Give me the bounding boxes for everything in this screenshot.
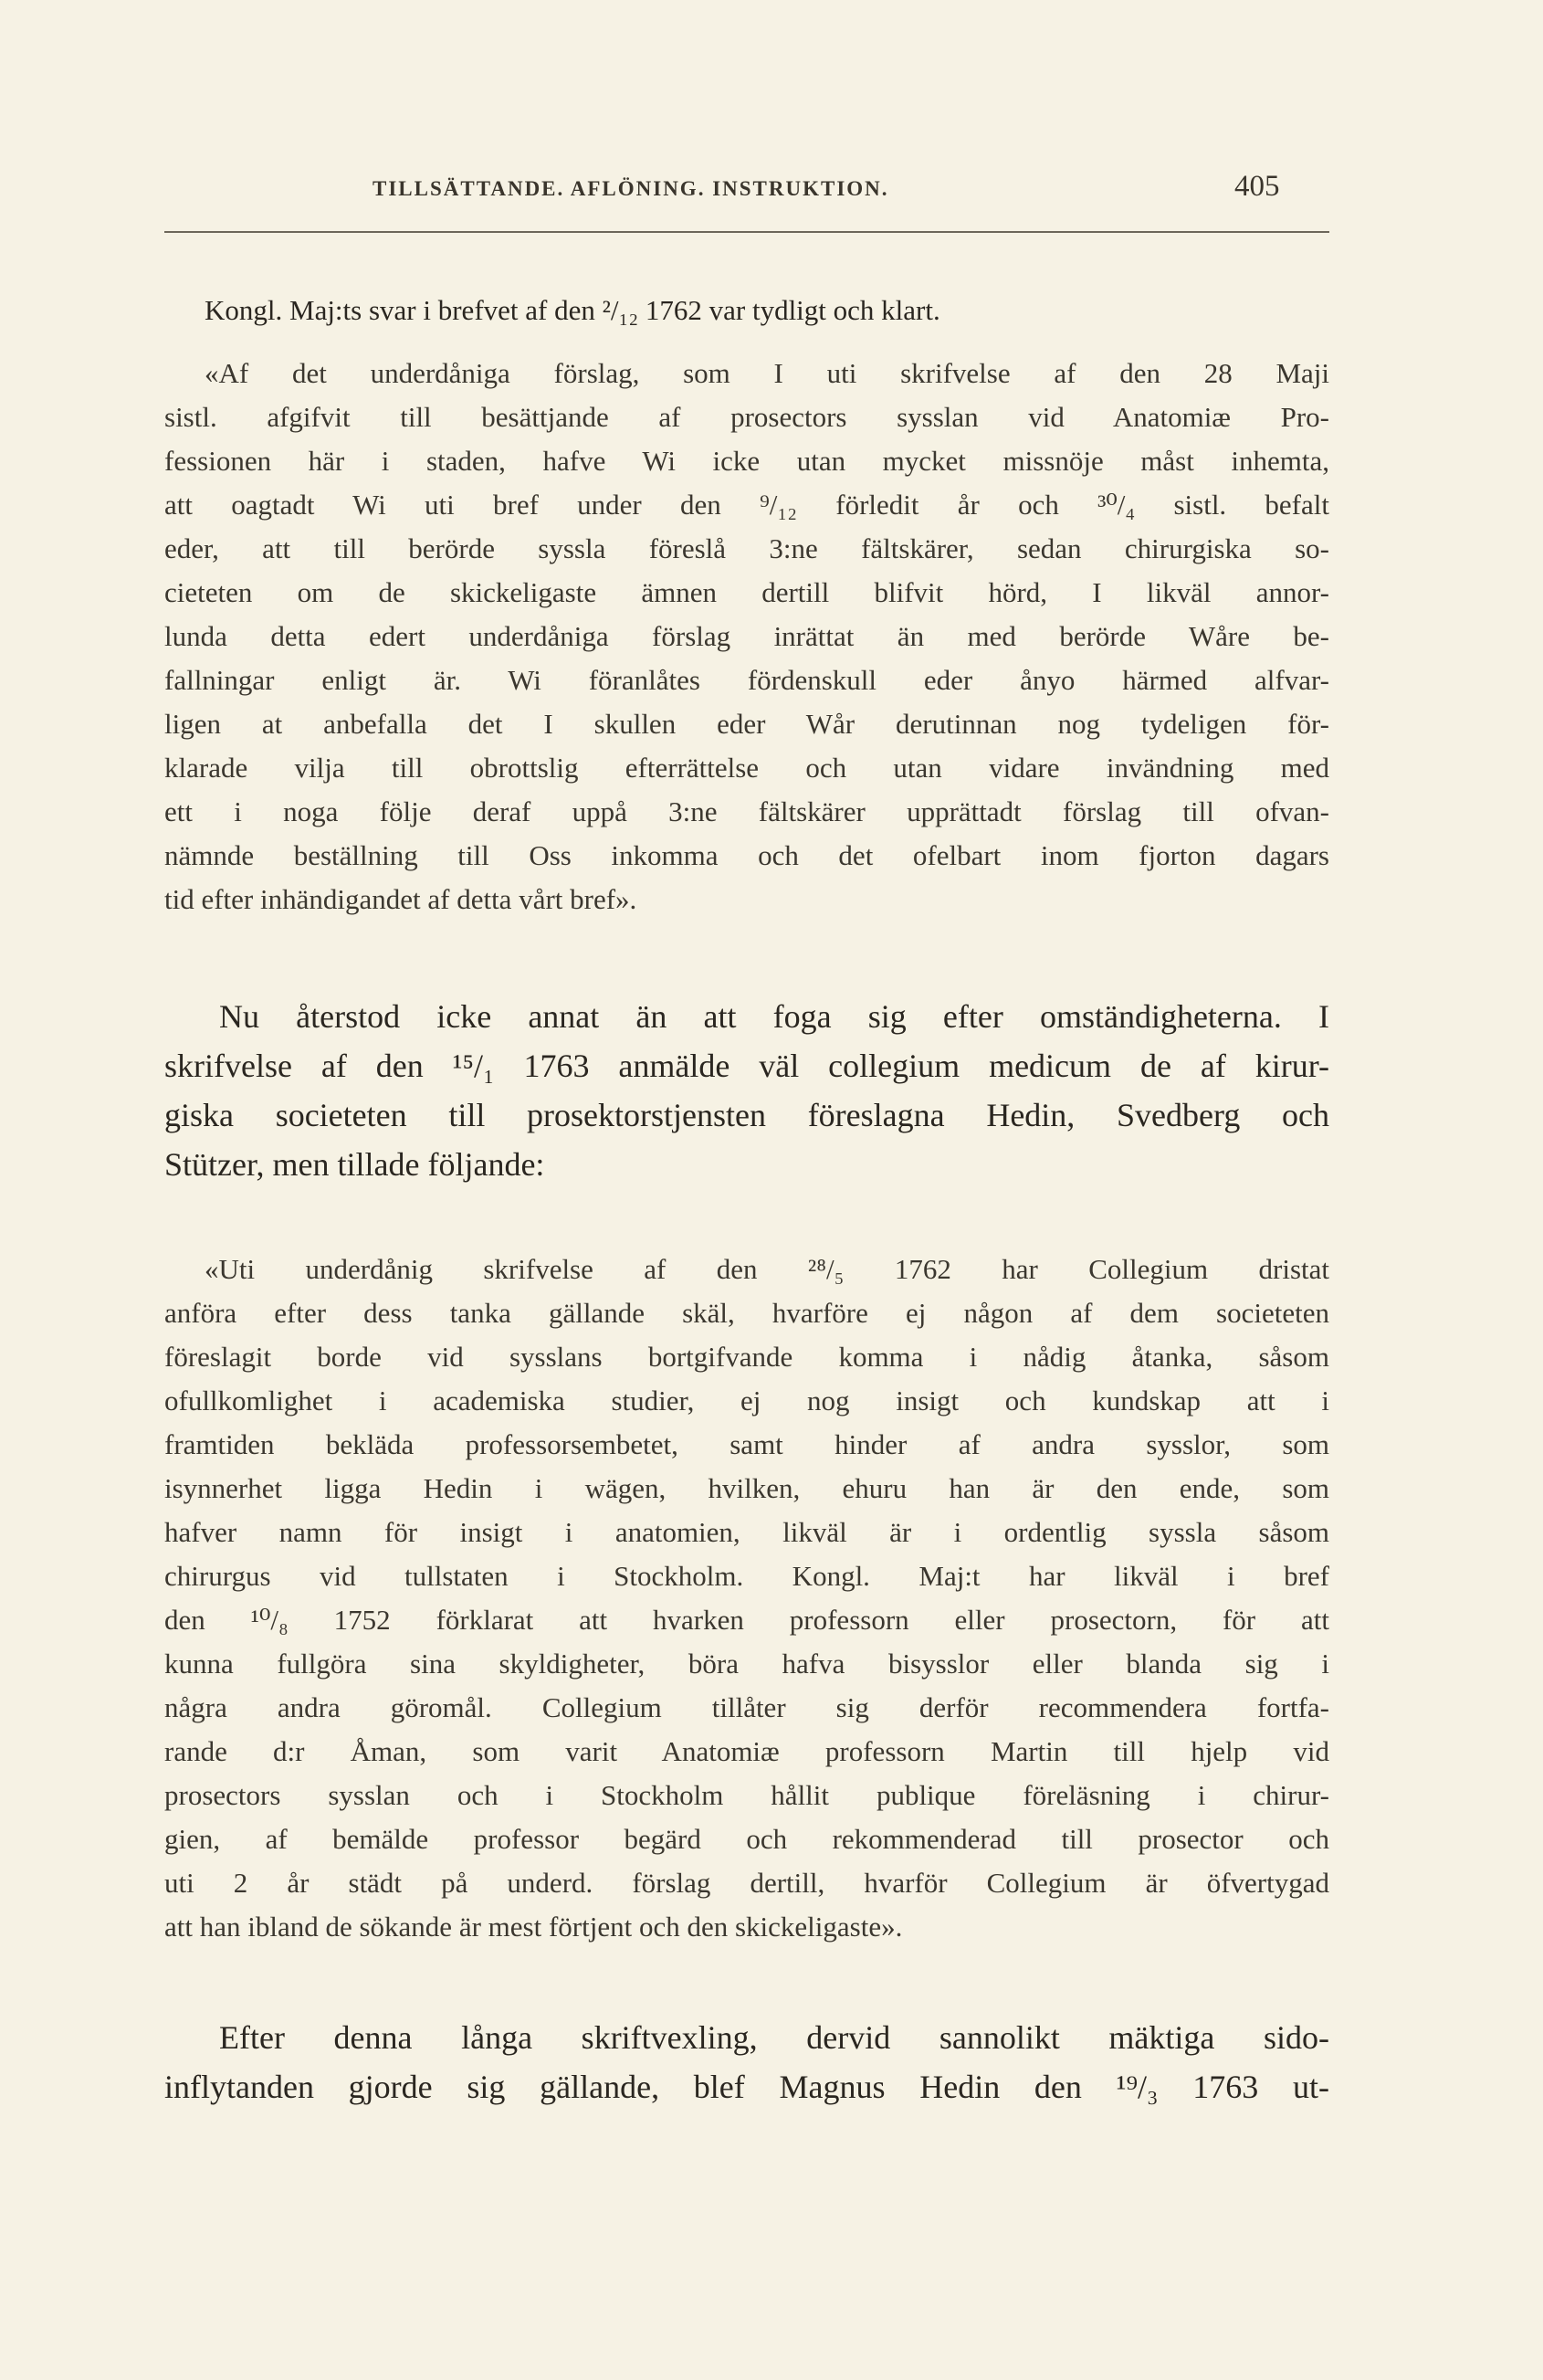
text-line: gien, af bemälde professor begärd och rekommenderad till prosector och <box>164 1823 1329 1855</box>
text-line: ligen at anbefalla det I skullen eder Wår derutinnan nog tydeligen för- <box>164 708 1329 740</box>
text-line: Kongl. Maj:ts svar i brefvet af den ²/₁₂ 1762 var tydligt och klart. <box>205 294 940 326</box>
text-line: framtiden bekläda professorsembetet, samt hinder af andra sysslor, som <box>164 1428 1329 1460</box>
text-line: lunda detta edert underdåniga förslag inrättat än med berörde Wåre be- <box>164 620 1329 652</box>
text-line: anföra efter dess tanka gällande skäl, hvarföre ej någon af dem societeten <box>164 1297 1329 1329</box>
text-line: den ¹⁰/₈ 1752 förklarat att hvarken professorn eller prosectorn, för att <box>164 1604 1329 1636</box>
text-line: att oagtadt Wi uti bref under den ⁹/₁₂ förledit år och ³⁰/₄ sistl. befalt <box>164 489 1329 521</box>
text-line: Efter denna långa skriftvexling, dervid sannolikt mäktiga sido- <box>219 2019 1329 2056</box>
collegium-quote <box>164 1248 1329 1949</box>
text-line: giska societeten till prosektorstjensten föreslagna Hedin, Svedberg och <box>164 1097 1329 1133</box>
text-line: cieteten om de skickeligaste ämnen dertill blifvit hörd, I likväl annor- <box>164 576 1329 608</box>
text-line: Nu återstod icke annat än att foga sig efter omständigheterna. I <box>219 998 1329 1035</box>
royal-letter-quote <box>164 352 1329 921</box>
closing-paragraph <box>164 2013 1329 2111</box>
text-line: ett i noga följe deraf uppå 3:ne fältskärer upprättadt förslag till ofvan- <box>164 795 1329 827</box>
text-line: prosectors sysslan och i Stockholm hållit publique föreläsning i chirur- <box>164 1779 1329 1811</box>
text-line: kunna fullgöra sina skyldigheter, böra hafva bisysslor eller blanda sig i <box>164 1648 1329 1680</box>
text-line: isynnerhet ligga Hedin i wägen, hvilken, ehuru han är den ende, som <box>164 1472 1329 1504</box>
text-line: fessionen här i staden, hafve Wi icke utan mycket missnöje måst inhemta, <box>164 445 1329 477</box>
header-rule <box>164 231 1329 233</box>
intro-paragraph <box>164 289 1329 332</box>
text-line: föreslagit borde vid sysslans bortgifvande komma i nådig åtanka, såsom <box>164 1341 1329 1373</box>
text-line: fallningar enligt är. Wi föranlåtes fördenskull eder ånyo härmed alfvar- <box>164 664 1329 696</box>
text-line: att han ibland de sökande är mest förtjent och den skickeligaste». <box>164 1911 903 1943</box>
text-line: eder, att till berörde syssla föreslå 3:ne fältskärer, sedan chirurgiska so- <box>164 532 1329 564</box>
text-line: Stützer, men tillade följande: <box>164 1146 545 1183</box>
text-line: några andra göromål. Collegium tillåter sig derför recommendera fortfa- <box>164 1691 1329 1723</box>
text-line: nämnde beställning till Oss inkomma och det ofelbart inom fjorton dagars <box>164 839 1329 871</box>
text-line: sistl. afgifvit till besättjande af prosectors sysslan vid Anatomiæ Pro- <box>164 401 1329 433</box>
text-line: inflytanden gjorde sig gällande, blef Magnus Hedin den ¹⁹/₃ 1763 ut- <box>164 2069 1329 2105</box>
text-line: uti 2 år städt på underd. förslag dertill, hvarför Collegium är öfvertygad <box>164 1867 1329 1899</box>
text-line: «Uti underdånig skrifvelse af den ²⁸/₅ 1762 har Collegium dristat <box>205 1253 1329 1285</box>
text-line: skrifvelse af den ¹⁵/₁ 1763 anmälde väl collegium medicum de af kirur- <box>164 1048 1329 1084</box>
page-number: 405 <box>1234 170 1280 203</box>
running-head: TILLSÄTTANDE. AFLÖNING. INSTRUKTION. <box>373 177 889 200</box>
text-line: klarade vilja till obrottslig efterrättelse och utan vidare invändning med <box>164 752 1329 784</box>
text-line: «Af det underdåniga förslag, som I uti skrifvelse af den 28 Maji <box>205 357 1329 389</box>
text-line: tid efter inhändigandet af detta vårt bref». <box>164 883 637 915</box>
narrative-paragraph <box>164 992 1329 1189</box>
text-line: ofullkomlighet i academiska studier, ej nog insigt och kundskap att i <box>164 1385 1329 1416</box>
text-line: rande d:r Åman, som varit Anatomiæ professorn Martin till hjelp vid <box>164 1735 1329 1767</box>
text-line: chirurgus vid tullstaten i Stockholm. Kongl. Maj:t har likväl i bref <box>164 1560 1329 1592</box>
text-line: hafver namn för insigt i anatomien, likväl är i ordentlig syssla såsom <box>164 1516 1329 1548</box>
